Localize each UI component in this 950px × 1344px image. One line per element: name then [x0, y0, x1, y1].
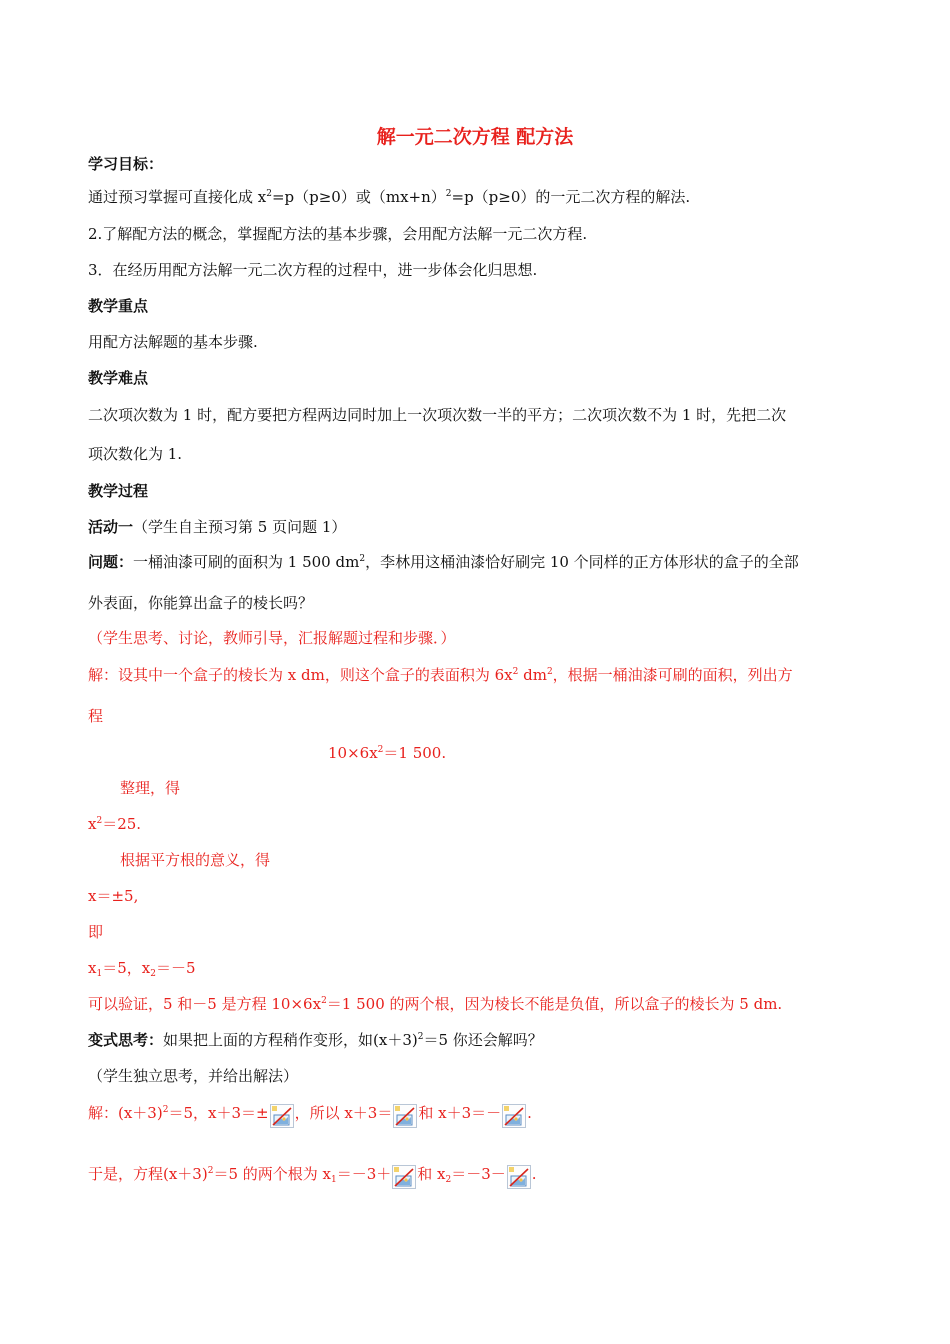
arrange-step: 整理，得 [120, 779, 181, 797]
objective-3: 3．在经历用配方法解一元二次方程的过程中，进一步体会化归思想. [88, 261, 538, 279]
difficulty-heading: 教学难点 [88, 369, 149, 387]
x-plus-minus: x＝±5, [88, 887, 139, 905]
objective-2: 2.了解配方法的概念，掌握配方法的基本步骤，会用配方法解一元二次方程. [88, 225, 588, 243]
key-point-heading: 教学重点 [88, 297, 149, 315]
roots-line: $x_1=5$，$x_2=-5$ [88, 959, 196, 979]
solution-line-2: 程 [88, 707, 104, 725]
process-heading: 教学过程 [88, 482, 149, 500]
sqrt5-image-icon [393, 1104, 417, 1128]
variant-line: 变式思考：如果把上面的方程稍作变形，如$(x+3)^2=5$ 你还会解吗？ [88, 1031, 543, 1049]
difficulty-line-1: 二次项次数为 1 时，配方要把方程两边同时加上一次项次数一半的平方；二次项次数不为 1 时，先把二次 [88, 406, 787, 424]
equation: $10\times 6x^2=1$ 500. [328, 744, 447, 762]
sqrt5-image-icon [270, 1104, 294, 1128]
activity-line: 活动一（学生自主预习第 5 页问题 1） [88, 518, 347, 536]
variant-final: 于是，方程$(x+3)^2=5$ 的两个根为 $x_1=-3+$ 和 $x_2=-3-$ . [88, 1164, 537, 1189]
verify-line: 可以验证，5 和－5 是方程 $10\times 6x^2=1$ 500 的两个根，因为棱长不能是负值，所以盒子的棱长为 5 dm. [88, 995, 783, 1013]
sqrt5-image-icon [392, 1165, 416, 1189]
teacher-note: （学生思考、讨论，教师引导，汇报解题过程和步骤．） [88, 629, 456, 647]
sqrt5-image-icon [502, 1104, 526, 1128]
square-root-step: 根据平方根的意义，得 [120, 851, 271, 869]
question-line-2: 外表面，你能算出盒子的棱长吗？ [88, 594, 314, 612]
objective-1: 通过预习掌握可直接化成 $x^2=p(p\ge 0)$或$(mx+n)^2=p(p\ge 0)$的一元二次方程的解法. [88, 188, 691, 206]
difficulty-line-2: 项次数化为 1. [88, 445, 183, 463]
question-line-1: 问题：一桶油漆可刷的面积为 1 500 $dm^2$，李林用这桶油漆恰好刷完 10 个同样的正方体形状的盒子的全部 [88, 553, 799, 571]
solution-line-1: 解：设其中一个盒子的棱长为 x dm，则这个盒子的表面积为 $6x^2$ $dm^2$，根据一桶油漆可刷的面积，列出方 [88, 666, 793, 684]
objectives-heading: 学习目标： [88, 155, 164, 173]
x-squared-step: $x^2=25$. [88, 815, 142, 833]
sqrt5-image-icon [507, 1165, 531, 1189]
page-title: 解一元二次方程 配方法 [376, 126, 574, 148]
ji-word: 即 [88, 923, 104, 941]
variant-solution: 解：$(x+3)^2=5$，x＋3＝± ，所以 x＋3＝ 和 x＋3＝－ . [88, 1103, 532, 1128]
variant-note: （学生独立思考，并给出解法） [88, 1067, 299, 1085]
key-point-text: 用配方法解题的基本步骤. [88, 333, 258, 351]
